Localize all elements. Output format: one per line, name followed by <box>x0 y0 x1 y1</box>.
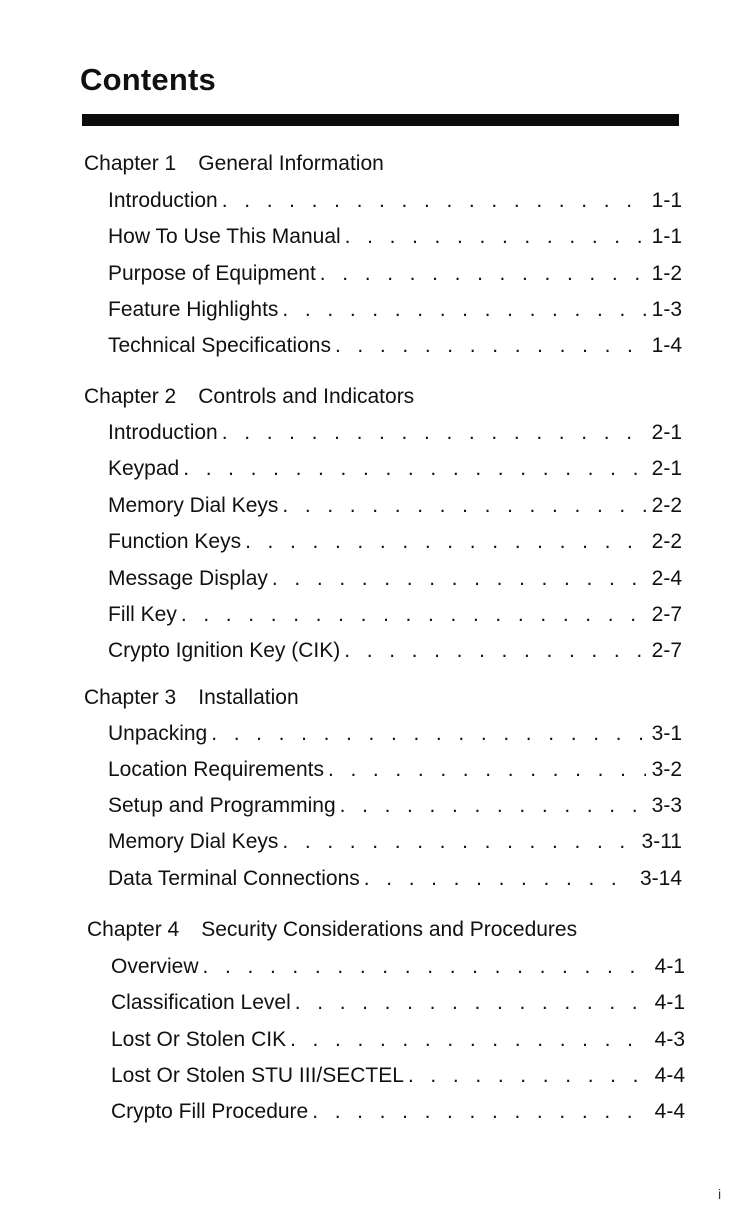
entry-page-number: 1-1 <box>651 189 682 212</box>
dot-leader <box>408 1064 649 1088</box>
entry-title: Overview <box>111 955 199 978</box>
chapter-title: Installation <box>198 686 299 709</box>
dot-leader <box>340 794 646 818</box>
chapter-title: Controls and Indicators <box>198 385 415 408</box>
entry-page-number: 4-4 <box>654 1100 685 1123</box>
entry-title: Technical Specifications <box>108 334 331 357</box>
chapter-1-heading <box>84 152 384 176</box>
dot-leader <box>222 189 646 213</box>
entry-page-number: 1-4 <box>651 334 682 357</box>
chapter-1-section <box>84 152 684 362</box>
chapter-3-heading <box>84 686 299 710</box>
entry-title: Introduction <box>108 189 218 212</box>
entry-title: Crypto Fill Procedure <box>111 1100 309 1123</box>
dot-leader <box>364 867 634 891</box>
dot-leader <box>282 830 635 854</box>
entry-title: Memory Dial Keys <box>108 494 279 517</box>
entry-page-number: 3-14 <box>639 867 682 890</box>
chapter-number: Chapter 4 <box>87 918 180 941</box>
chapter-title: Security Considerations and Procedures <box>201 918 578 941</box>
toc-entry[interactable] <box>108 189 682 217</box>
chapter-2-heading <box>84 385 414 409</box>
toc-entry[interactable] <box>111 1100 685 1128</box>
toc-entry[interactable] <box>108 530 682 558</box>
entry-page-number: 2-7 <box>651 639 682 662</box>
toc-entry[interactable] <box>108 334 682 362</box>
entry-title: Keypad <box>108 457 180 480</box>
dot-leader <box>203 955 649 979</box>
entry-title: Fill Key <box>108 603 177 626</box>
dot-leader <box>245 530 646 554</box>
entry-title: Function Keys <box>108 530 242 553</box>
entry-title: Purpose of Equipment <box>108 262 316 285</box>
chapter-number: Chapter 1 <box>84 152 177 175</box>
entry-page-number: 3-11 <box>641 830 682 853</box>
page-number-roman: i <box>718 1186 722 1202</box>
toc-entry[interactable] <box>108 722 682 750</box>
toc-entry[interactable] <box>108 567 682 595</box>
chapter-3-section <box>84 686 684 896</box>
entry-page-number: 2-2 <box>651 494 682 517</box>
toc-entry[interactable] <box>108 225 682 253</box>
dot-leader <box>290 1028 649 1052</box>
toc-entry[interactable] <box>108 603 682 631</box>
dot-leader <box>181 603 646 627</box>
entry-page-number: 2-4 <box>651 567 682 590</box>
toc-entry[interactable] <box>108 262 682 290</box>
toc-entry[interactable] <box>108 639 682 667</box>
dot-leader <box>295 991 649 1015</box>
entry-title: Crypto Ignition Key (CIK) <box>108 639 341 662</box>
toc-entry[interactable] <box>108 494 682 522</box>
toc-entry[interactable] <box>108 830 682 858</box>
dot-leader <box>335 334 646 358</box>
toc-entry[interactable] <box>108 421 682 449</box>
entry-page-number: 4-1 <box>654 991 685 1014</box>
toc-entry[interactable] <box>111 955 685 983</box>
toc-entry[interactable] <box>108 794 682 822</box>
toc-entry[interactable] <box>108 298 682 326</box>
entry-page-number: 2-2 <box>651 530 682 553</box>
entry-title: Classification Level <box>111 991 291 1014</box>
dot-leader <box>320 262 646 286</box>
entry-title: Location Requirements <box>108 758 324 781</box>
entry-page-number: 1-2 <box>651 262 682 285</box>
toc-entry[interactable] <box>108 867 682 895</box>
entry-page-number: 4-3 <box>654 1028 685 1051</box>
toc-entry[interactable] <box>111 991 685 1019</box>
entry-title: Setup and Programming <box>108 794 336 817</box>
entry-title: Data Terminal Connections <box>108 867 360 890</box>
dot-leader <box>211 722 645 746</box>
dot-leader <box>312 1100 648 1124</box>
entry-page-number: 2-1 <box>651 457 682 480</box>
dot-leader <box>345 225 646 249</box>
entry-page-number: 4-1 <box>654 955 685 978</box>
entry-page-number: 2-7 <box>651 603 682 626</box>
entry-title: Lost Or Stolen CIK <box>111 1028 287 1051</box>
dot-leader <box>272 567 646 591</box>
entry-page-number: 3-2 <box>651 758 682 781</box>
dot-leader <box>282 494 645 518</box>
chapter-number: Chapter 3 <box>84 686 177 709</box>
entry-title: How To Use This Manual <box>108 225 341 248</box>
title-rule <box>82 114 679 126</box>
entry-title: Introduction <box>108 421 218 444</box>
entry-page-number: 1-3 <box>651 298 682 321</box>
toc-entry[interactable] <box>111 1028 685 1056</box>
toc-entry[interactable] <box>108 457 682 485</box>
entry-title: Message Display <box>108 567 268 590</box>
toc-entry[interactable] <box>111 1064 685 1092</box>
entry-page-number: 4-4 <box>654 1064 685 1087</box>
entry-page-number: 2-1 <box>651 421 682 444</box>
dot-leader <box>282 298 645 322</box>
entry-page-number: 3-3 <box>651 794 682 817</box>
entry-page-number: 1-1 <box>651 225 682 248</box>
chapter-title: General Information <box>198 152 384 175</box>
chapter-number: Chapter 2 <box>84 385 177 408</box>
entry-title: Memory Dial Keys <box>108 830 279 853</box>
dot-leader <box>328 758 646 782</box>
dot-leader <box>222 421 646 445</box>
chapter-4-heading <box>87 918 577 942</box>
page-title: Contents <box>80 62 216 97</box>
entry-title: Feature Highlights <box>108 298 279 321</box>
dot-leader <box>183 457 645 481</box>
entry-title: Unpacking <box>108 722 208 745</box>
entry-title: Lost Or Stolen STU III/SECTEL <box>111 1064 404 1087</box>
entry-page-number: 3-1 <box>651 722 682 745</box>
toc-entry[interactable] <box>108 758 682 786</box>
dot-leader <box>344 639 645 663</box>
chapter-4-section <box>87 918 687 1128</box>
chapter-2-section <box>84 385 684 670</box>
